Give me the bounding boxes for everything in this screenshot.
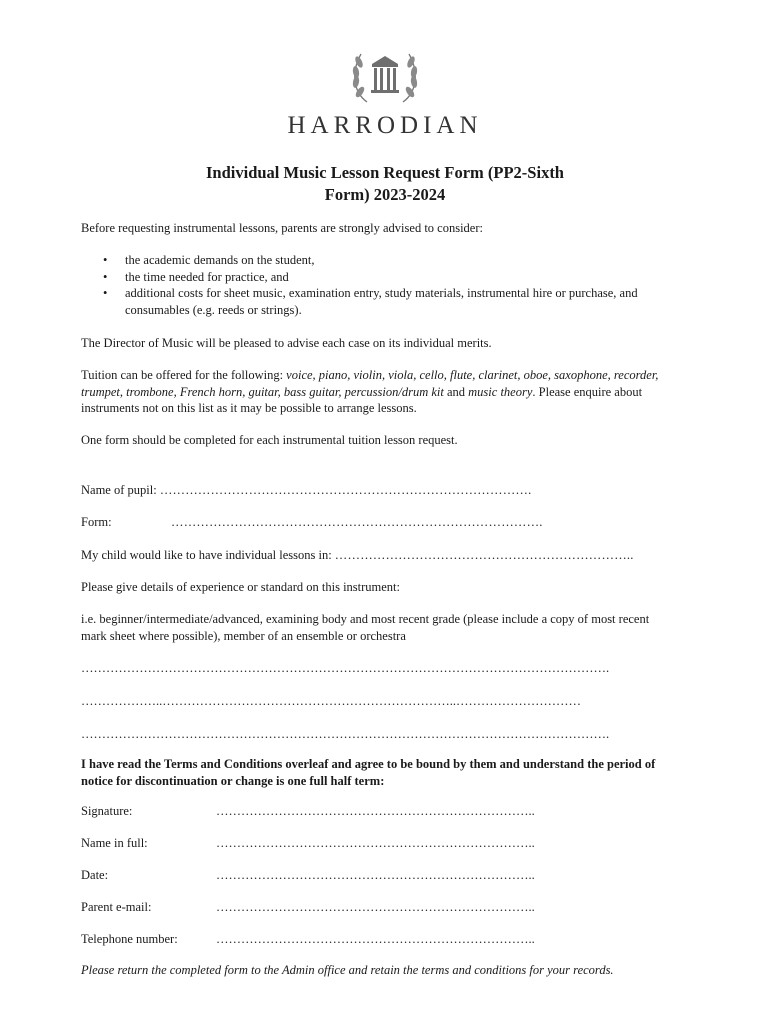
title-line-2: Form) 2023-2024 [324, 185, 446, 204]
telephone-input[interactable]: ………………………………………………………………….. [216, 932, 535, 946]
terms-statement: I have read the Terms and Conditions overleaf and agree to be bound by them and understand the period of notice for discontinuation or change is one full half term: [81, 757, 656, 788]
school-logo [0, 44, 770, 140]
details-input-line-1[interactable]: ………………………………………………………………………………………………………………. [81, 661, 610, 675]
details-label: Please give details of experience or standard on this instrument: [81, 580, 401, 594]
instrument-list: voice, piano, violin, viola, cello, flute, clarinet, oboe, saxophone, recorder, trumpet, trombone, French horn, guitar, bass guitar, percussion/drum kit [81, 368, 659, 399]
full-name-field[interactable] [81, 835, 535, 851]
parent-email-label: Parent e-mail: [81, 900, 152, 914]
signature-input[interactable]: ………………………………………………………………….. [216, 804, 535, 818]
director-note: The Director of Music will be pleased to advise each case on its individual merits. [81, 336, 492, 350]
pupil-name-label: Name of pupil: [81, 483, 160, 497]
form-label: Form: [81, 515, 112, 529]
date-field[interactable] [81, 867, 535, 883]
details-input-line-3[interactable]: ………………………………………………………………………………………………………………. [81, 727, 610, 741]
pupil-name-input[interactable]: ……………………………………………………………………………. [159, 483, 532, 497]
school-name: HARRODIAN [287, 112, 483, 139]
details-hint: i.e. beginner/intermediate/advanced, examining body and most recent grade (please include a copy of most recent mark sheet where possible), member of an ensemble or orchestra [81, 612, 650, 643]
theory-text: music theory [468, 384, 533, 399]
signature-field[interactable] [81, 803, 535, 819]
form-field[interactable] [81, 514, 543, 530]
list-item: • the academic demands on the student, [103, 253, 315, 267]
full-name-label: Name in full: [81, 836, 148, 850]
bullet-icon: • [103, 269, 108, 284]
instrument-label: My child would like to have individual lessons in: [81, 548, 335, 562]
intro-text: Before requesting instrumental lessons, parents are strongly advised to consider: [81, 221, 483, 235]
one-form-note: One form should be completed for each instrumental tuition lesson request. [81, 433, 458, 447]
parent-email-input[interactable]: ………………………………………………………………….. [216, 900, 535, 914]
telephone-label: Telephone number: [81, 932, 178, 946]
crest-icon [345, 44, 425, 106]
form-input[interactable]: ……………………………………………………………………………. [171, 515, 543, 529]
form-title [0, 162, 770, 206]
considerations-list [81, 252, 681, 318]
list-item: • the time needed for practice, and [103, 269, 289, 284]
bullet-icon: • [103, 253, 108, 267]
date-input[interactable]: ………………………………………………………………….. [216, 868, 535, 882]
details-input-line-2[interactable]: ………………..……………………………………………………………..………………………… [81, 694, 581, 708]
tuition-paragraph: Tuition can be offered for the following: voice, piano, violin, viola, cello, flute, clarinet, oboe, saxophone, recorder, trumpet, trombone, French horn, guitar, bass guitar, percussion/drum kit and music theory. Please enquire about instruments not on this list as it may be possible to arrange lessons. [81, 368, 659, 415]
signature-label: Signature: [81, 804, 133, 818]
pupil-name-field[interactable] [81, 482, 531, 498]
title-line-1: Individual Music Lesson Request Form (PP2-Sixth [206, 163, 564, 182]
full-name-input[interactable]: ………………………………………………………………….. [216, 836, 535, 850]
list-item: • additional costs for sheet music, examination entry, study materials, instrumental hire or purchase, and consumables (e.g. reeds or strings). [103, 286, 638, 317]
date-label: Date: [81, 868, 109, 882]
telephone-field[interactable] [81, 931, 535, 947]
instrument-field[interactable] [81, 547, 634, 563]
return-instructions: Please return the completed form to the Admin office and retain the terms and conditions for your records. [81, 963, 614, 977]
parent-email-field[interactable] [81, 899, 535, 915]
bullet-icon: • [103, 286, 108, 300]
instrument-input[interactable]: …………………………………………………………….. [334, 548, 634, 562]
